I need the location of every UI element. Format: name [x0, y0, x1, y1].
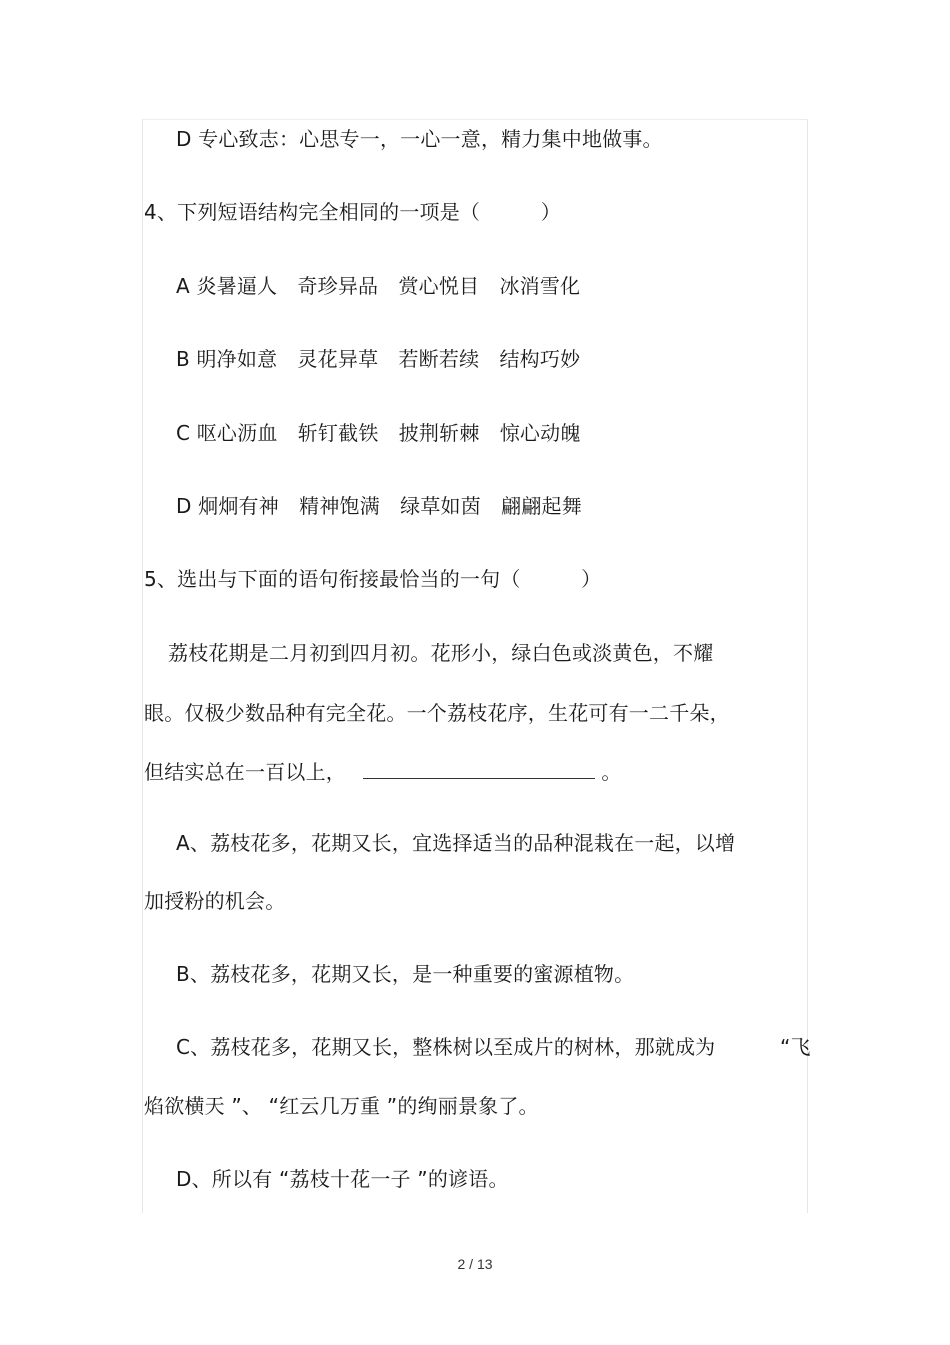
option-d-line: D 专心致志：心思专一，一心一意，精力集中地做事。 [176, 127, 663, 151]
q5-option-c-line-1: C、荔枝花多，花期又长，整株树以至成片的树林，那就成为 [176, 1035, 716, 1059]
q4-option-d: D 炯炯有神 精神饱满 绿草如茵 翩翩起舞 [176, 494, 582, 518]
fill-in-blank [363, 760, 595, 779]
q5-option-a-line-2: 加授粉的机会。 [144, 889, 286, 913]
q5-option-a-line-1: A、荔枝花多，花期又长，宜选择适当的品种混栽在一起，以增 [176, 831, 736, 855]
q4-option-b: B 明净如意 灵花异草 若断若续 结构巧妙 [176, 347, 581, 371]
q5-option-c-line-2: 焰欲横天 ”、 “红云几万重 ”的绚丽景象了。 [144, 1094, 539, 1118]
passage-line-3 [144, 759, 622, 785]
passage-line-3-end: 。 [601, 760, 622, 784]
q5-option-b: B、荔枝花多，花期又长，是一种重要的蜜源植物。 [176, 962, 635, 986]
passage-line-2: 眼。仅极少数品种有完全花。一个荔枝花序，生花可有一二千朵， [144, 701, 730, 725]
question-5: 5、选出与下面的语句衔接最恰当的一句（ ） [144, 567, 602, 591]
q4-option-c: C 呕心沥血 斩钉截铁 披荆斩棘 惊心动魄 [176, 421, 581, 445]
q5-option-c-quote: “飞 [780, 1035, 811, 1059]
page-number: 2 / 13 [457, 1256, 493, 1272]
question-4: 4、下列短语结构完全相同的一项是（ ） [144, 200, 561, 224]
q4-option-a: A 炎暑逼人 奇珍异品 赏心悦目 冰消雪化 [176, 274, 581, 298]
passage-line-1: 荔枝花期是二月初到四月初。花形小，绿白色或淡黄色，不耀 [168, 641, 714, 665]
passage-line-3-text: 但结实总在一百以上， [144, 760, 336, 784]
q5-option-d: D、所以有 “荔枝十花一子 ”的谚语。 [176, 1167, 509, 1191]
